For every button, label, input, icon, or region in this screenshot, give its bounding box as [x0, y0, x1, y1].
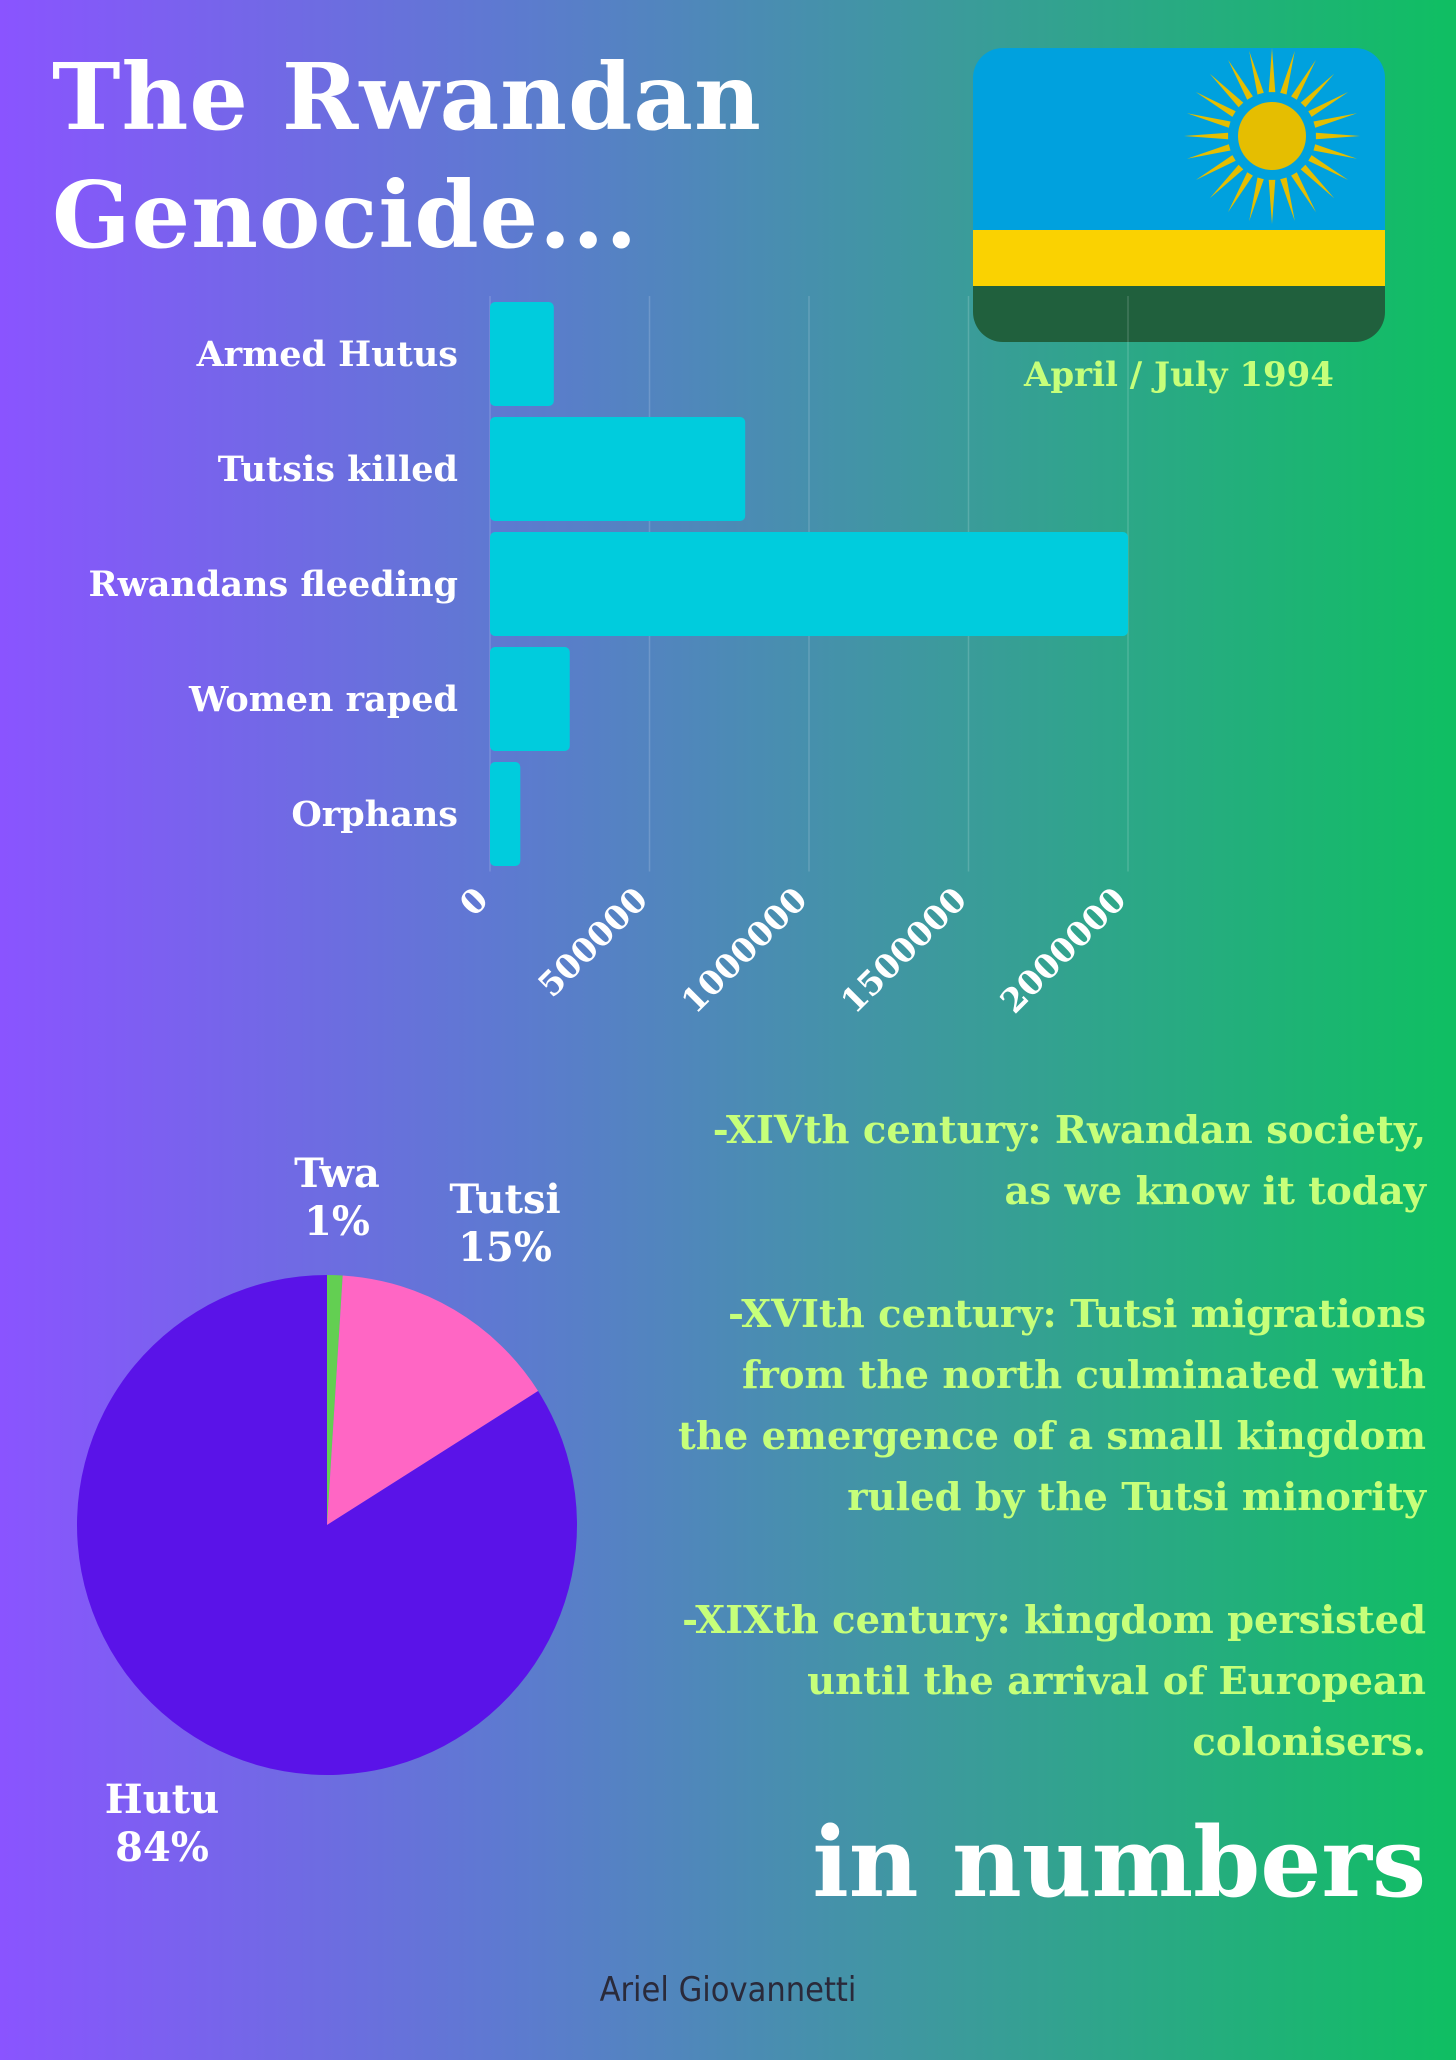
history-line: until the arrival of European [807, 1659, 1426, 1704]
bar [490, 417, 745, 521]
sun-disc [1238, 102, 1306, 170]
history-line: -XIXth century: kingdom persisted [682, 1598, 1426, 1643]
pie-label-hutu-name: Hutu [104, 1776, 220, 1823]
x-tick-label: 500000 [530, 879, 656, 1005]
pie-label-hutu-pct: 84% [115, 1824, 209, 1871]
date-range: April / July 1994 [1024, 355, 1334, 395]
history-line: -XIVth century: Rwandan society, [712, 1108, 1426, 1153]
title-line-1: The Rwandan [52, 43, 762, 151]
bar [490, 647, 570, 751]
subtitle: in numbers [812, 1806, 1426, 1919]
history-line: ruled by the Tutsi minority [847, 1475, 1426, 1520]
category-label: Tutsis killed [217, 449, 458, 490]
history-item-16th [600, 1284, 1426, 1528]
history-item-14th [600, 1100, 1426, 1222]
category-label: Women raped [188, 679, 458, 720]
bar-chart [0, 290, 1456, 1050]
bar [490, 532, 1128, 636]
pie-label-tutsi-pct: 15% [458, 1224, 552, 1271]
history-item-19th [600, 1590, 1426, 1773]
history-line: the emergence of a small kingdom [678, 1414, 1426, 1459]
x-tick-label: 0 [451, 879, 496, 924]
sun-icon [1184, 48, 1360, 224]
category-label: Orphans [291, 794, 458, 835]
flag-blue-band [973, 48, 1385, 230]
pie-label-twa-pct: 1% [304, 1198, 370, 1245]
pie-label-tutsi-name: Tutsi [449, 1176, 561, 1223]
x-tick-label: 2000000 [992, 879, 1134, 1021]
flag-yellow-band [973, 230, 1385, 286]
x-tick-label: 1500000 [832, 879, 975, 1021]
pie-label-tutsi [430, 1176, 580, 1272]
title-line-2: Genocide... [52, 161, 639, 269]
bar [490, 762, 520, 866]
pie-chart [0, 1150, 700, 1850]
pie-label-twa [262, 1150, 412, 1246]
history-line: -XVIth century: Tutsi migrations [728, 1292, 1426, 1337]
history-line: colonisers. [1192, 1720, 1426, 1765]
history-line: as we know it today [1004, 1169, 1426, 1214]
category-label: Rwandans fleeding [88, 564, 458, 605]
page-title [52, 38, 762, 274]
pie-label-twa-name: Twa [294, 1150, 380, 1197]
x-tick-label: 1000000 [673, 879, 815, 1021]
bar [490, 302, 554, 406]
author-credit: Ariel Giovannetti [599, 1970, 857, 2010]
history-text [600, 1100, 1426, 1835]
category-label: Armed Hutus [196, 334, 458, 375]
history-line: from the north culminated with [742, 1353, 1426, 1398]
pie-label-hutu [87, 1776, 237, 1872]
